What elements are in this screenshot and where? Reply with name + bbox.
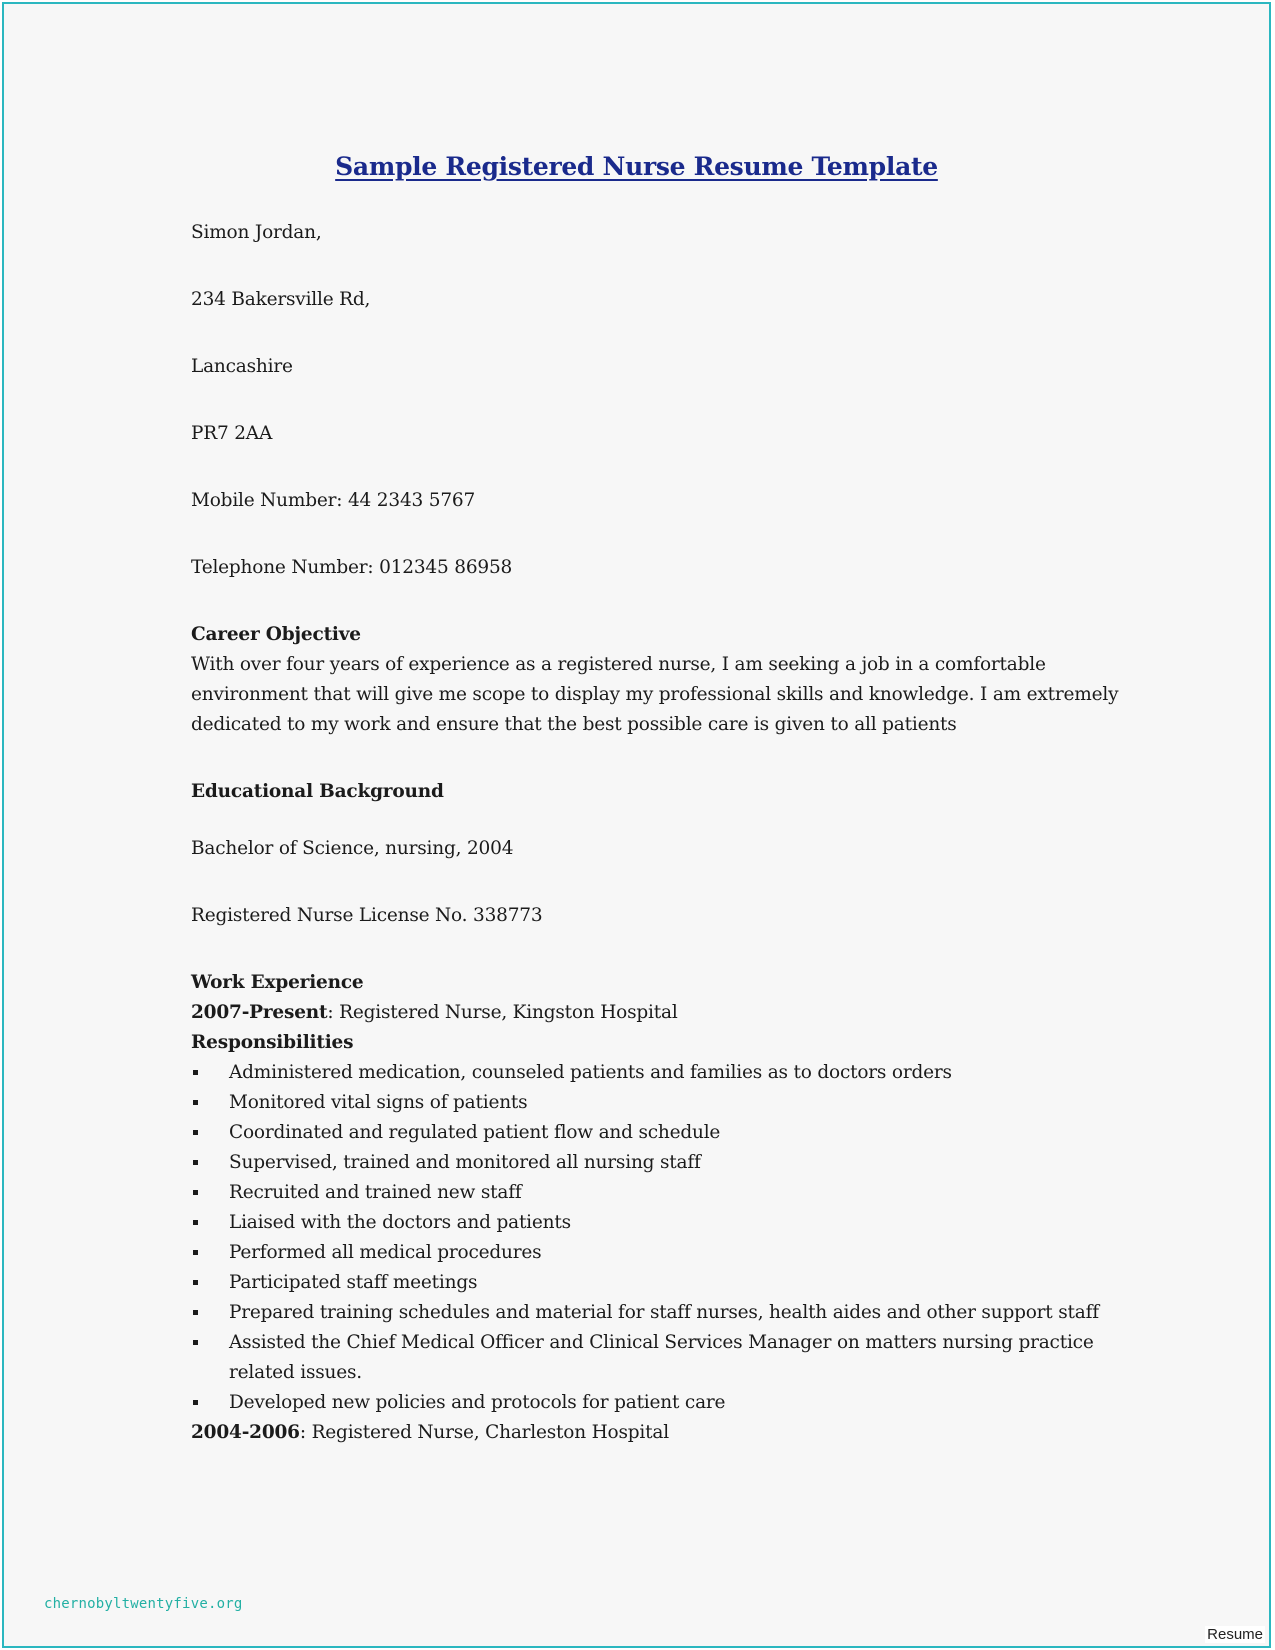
list-item-text: Administered medication, counseled patients and families as to doctors orders: [229, 1062, 952, 1083]
career-objective-line: With over four years of experience as a registered nurse, I am seeking a job in a comfortable: [191, 654, 1046, 675]
contact-mobile: Mobile Number: 44 2343 5767: [191, 490, 476, 511]
document-page: [2, 2, 1271, 1648]
list-item-text: Prepared training schedules and material for staff nurses, health aides and other support staff: [229, 1302, 1099, 1323]
job-period: 2004-2006: [191, 1422, 300, 1443]
job-detail: : Registered Nurse, Charleston Hospital: [299, 1422, 669, 1443]
list-item-text: Monitored vital signs of patients: [229, 1092, 528, 1113]
education-degree: Bachelor of Science, nursing, 2004: [191, 838, 514, 859]
career-objective-heading: Career Objective: [191, 624, 361, 645]
list-item-text: Liaised with the doctors and patients: [229, 1212, 571, 1233]
job-period: 2007-Present: [191, 1002, 328, 1023]
document-title: Sample Registered Nurse Resume Template: [335, 152, 938, 181]
work-experience-heading: Work Experience: [191, 972, 364, 993]
career-objective-line: dedicated to my work and ensure that the best possible care is given to all patients: [191, 714, 957, 735]
list-item-text: Developed new policies and protocols for patient care: [229, 1392, 726, 1413]
bullet-square-icon: [193, 1310, 198, 1315]
contact-address-line1: 234 Bakersville Rd,: [191, 289, 371, 310]
list-item-text: Recruited and trained new staff: [229, 1182, 522, 1203]
list-item-text: Coordinated and regulated patient flow and schedule: [229, 1122, 721, 1143]
job-detail: : Registered Nurse, Kingston Hospital: [327, 1002, 678, 1023]
bullet-square-icon: [193, 1130, 198, 1135]
bullet-square-icon: [193, 1340, 198, 1345]
list-item-text: Participated staff meetings: [229, 1272, 478, 1293]
bullet-square-icon: [193, 1250, 198, 1255]
list-item-text: Performed all medical procedures: [229, 1242, 542, 1263]
list-item-text: Supervised, trained and monitored all nursing staff: [229, 1152, 701, 1173]
contact-address-line2: Lancashire: [191, 356, 293, 377]
career-objective-line: environment that will give me scope to display my professional skills and knowledge. I am extremely: [191, 684, 1119, 705]
bullet-square-icon: [193, 1280, 198, 1285]
bullet-square-icon: [193, 1220, 198, 1225]
job-entry-2: [191, 1422, 669, 1443]
contact-telephone: Telephone Number: 012345 86958: [191, 557, 513, 578]
bullet-square-icon: [193, 1070, 198, 1075]
contact-postcode: PR7 2AA: [191, 423, 273, 444]
bullet-square-icon: [193, 1400, 198, 1405]
list-item-text: related issues.: [229, 1362, 362, 1383]
education-heading: Educational Background: [191, 781, 444, 802]
corner-label: Resume: [1207, 1626, 1263, 1643]
list-item-text: Assisted the Chief Medical Officer and Clinical Services Manager on matters nursing practice: [229, 1332, 1094, 1353]
bullet-square-icon: [193, 1160, 198, 1165]
education-license: Registered Nurse License No. 338773: [191, 905, 543, 926]
bullet-square-icon: [193, 1190, 198, 1195]
contact-name: Simon Jordan,: [191, 222, 322, 243]
watermark: chernobyltwentyfive.org: [44, 1596, 243, 1612]
bullet-square-icon: [193, 1100, 198, 1105]
responsibilities-heading: Responsibilities: [191, 1032, 354, 1053]
job-entry-1: [191, 1002, 678, 1023]
